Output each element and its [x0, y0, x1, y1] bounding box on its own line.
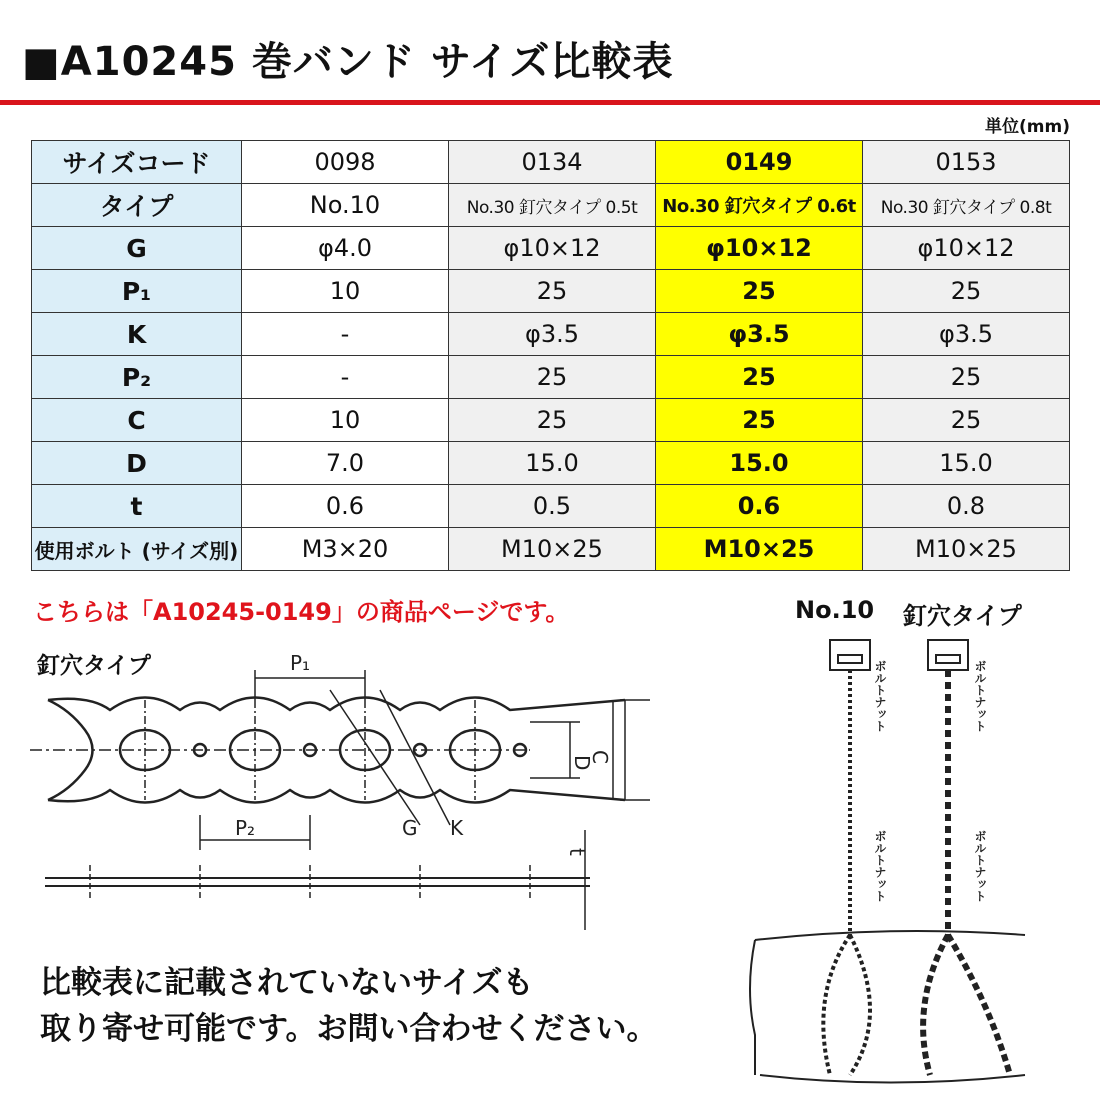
table-cell: 10 [242, 270, 449, 313]
row-header: P₁ [32, 270, 242, 313]
table-cell: 7.0 [242, 442, 449, 485]
dim-t: t [565, 848, 589, 856]
table-cell: φ10×12 [449, 227, 656, 270]
bolt-nut-label: ボルトナット [973, 830, 987, 902]
table-cell-highlight: φ10×12 [656, 227, 863, 270]
table-cell-highlight: 25 [656, 356, 863, 399]
table-cell: 25 [449, 270, 656, 313]
row-header: K [32, 313, 242, 356]
table-cell-highlight: 25 [656, 270, 863, 313]
table-cell: - [242, 356, 449, 399]
table-row [32, 485, 1070, 528]
row-header: P₂ [32, 356, 242, 399]
install-label-kugi: 釘穴タイプ [903, 602, 1022, 630]
table-cell: No.10 [242, 184, 449, 227]
table-cell-highlight: 15.0 [656, 442, 863, 485]
table-cell: No.30 釘穴タイプ 0.8t [863, 184, 1070, 227]
table-cell: 25 [863, 399, 1070, 442]
table-cell-highlight: M10×25 [656, 528, 863, 571]
table-cell: φ3.5 [863, 313, 1070, 356]
page-title: ■A10245 巻バンド サイズ比較表 [22, 39, 674, 85]
table-cell: φ3.5 [449, 313, 656, 356]
table-cell: 10 [242, 399, 449, 442]
row-header: サイズコード [32, 141, 242, 184]
table-cell-highlight: 25 [656, 399, 863, 442]
row-header: タイプ [32, 184, 242, 227]
dim-g: G [402, 816, 418, 840]
dim-p1: P₁ [290, 651, 311, 675]
table-row [32, 141, 1070, 184]
title-underline [0, 100, 1100, 105]
row-header: G [32, 227, 242, 270]
table-row [32, 399, 1070, 442]
note-line-1: 比較表に記載されていないサイズも [40, 965, 534, 1001]
table-cell: 25 [449, 399, 656, 442]
product-notice: こちらは「A10245-0149」の商品ページです。 [33, 598, 570, 626]
table-cell: M3×20 [242, 528, 449, 571]
dim-d: D [570, 755, 594, 771]
table-cell: 0134 [449, 141, 656, 184]
table-row [32, 442, 1070, 485]
dim-c: C [588, 750, 612, 764]
row-header: C [32, 399, 242, 442]
table-cell: 0.5 [449, 485, 656, 528]
table-row [32, 184, 1070, 227]
row-header: t [32, 485, 242, 528]
note-line-2: 取り寄せ可能です。お問い合わせください。 [40, 1011, 658, 1047]
installation-illustration [740, 635, 1040, 1095]
table-cell: No.30 釘穴タイプ 0.5t [449, 184, 656, 227]
table-cell: 0153 [863, 141, 1070, 184]
table-cell: M10×25 [863, 528, 1070, 571]
install-label-no10: No.10 [795, 596, 875, 624]
table-row [32, 227, 1070, 270]
table-cell: 15.0 [863, 442, 1070, 485]
table-cell: 0.6 [242, 485, 449, 528]
table-cell: 25 [449, 356, 656, 399]
table-cell: - [242, 313, 449, 356]
table-cell-highlight: No.30 釘穴タイプ 0.6t [656, 184, 863, 227]
table-cell: M10×25 [449, 528, 656, 571]
band-dimension-drawing [30, 650, 650, 940]
unit-label: 単位(mm) [985, 117, 1070, 137]
bolt-nut-label: ボルトナット [973, 660, 987, 732]
row-header: 使用ボルト (サイズ別) [32, 528, 242, 571]
table-cell-highlight: 0149 [656, 141, 863, 184]
availability-note [40, 960, 658, 1052]
row-header: D [32, 442, 242, 485]
dim-p2: P₂ [235, 816, 256, 840]
table-cell: 15.0 [449, 442, 656, 485]
table-row [32, 356, 1070, 399]
table-row [32, 528, 1070, 571]
table-cell: 0098 [242, 141, 449, 184]
table-row [32, 313, 1070, 356]
table-cell-highlight: φ3.5 [656, 313, 863, 356]
table-cell: φ4.0 [242, 227, 449, 270]
size-comparison-table [31, 140, 1070, 571]
table-cell: 25 [863, 270, 1070, 313]
table-row [32, 270, 1070, 313]
drawing-label: 釘穴タイプ [37, 653, 151, 679]
bolt-nut-label: ボルトナット [873, 660, 887, 732]
table-cell: 0.8 [863, 485, 1070, 528]
table-cell-highlight: 0.6 [656, 485, 863, 528]
bolt-nut-label: ボルトナット [873, 830, 887, 902]
table-cell: φ10×12 [863, 227, 1070, 270]
dim-k: K [450, 816, 464, 840]
table-cell: 25 [863, 356, 1070, 399]
